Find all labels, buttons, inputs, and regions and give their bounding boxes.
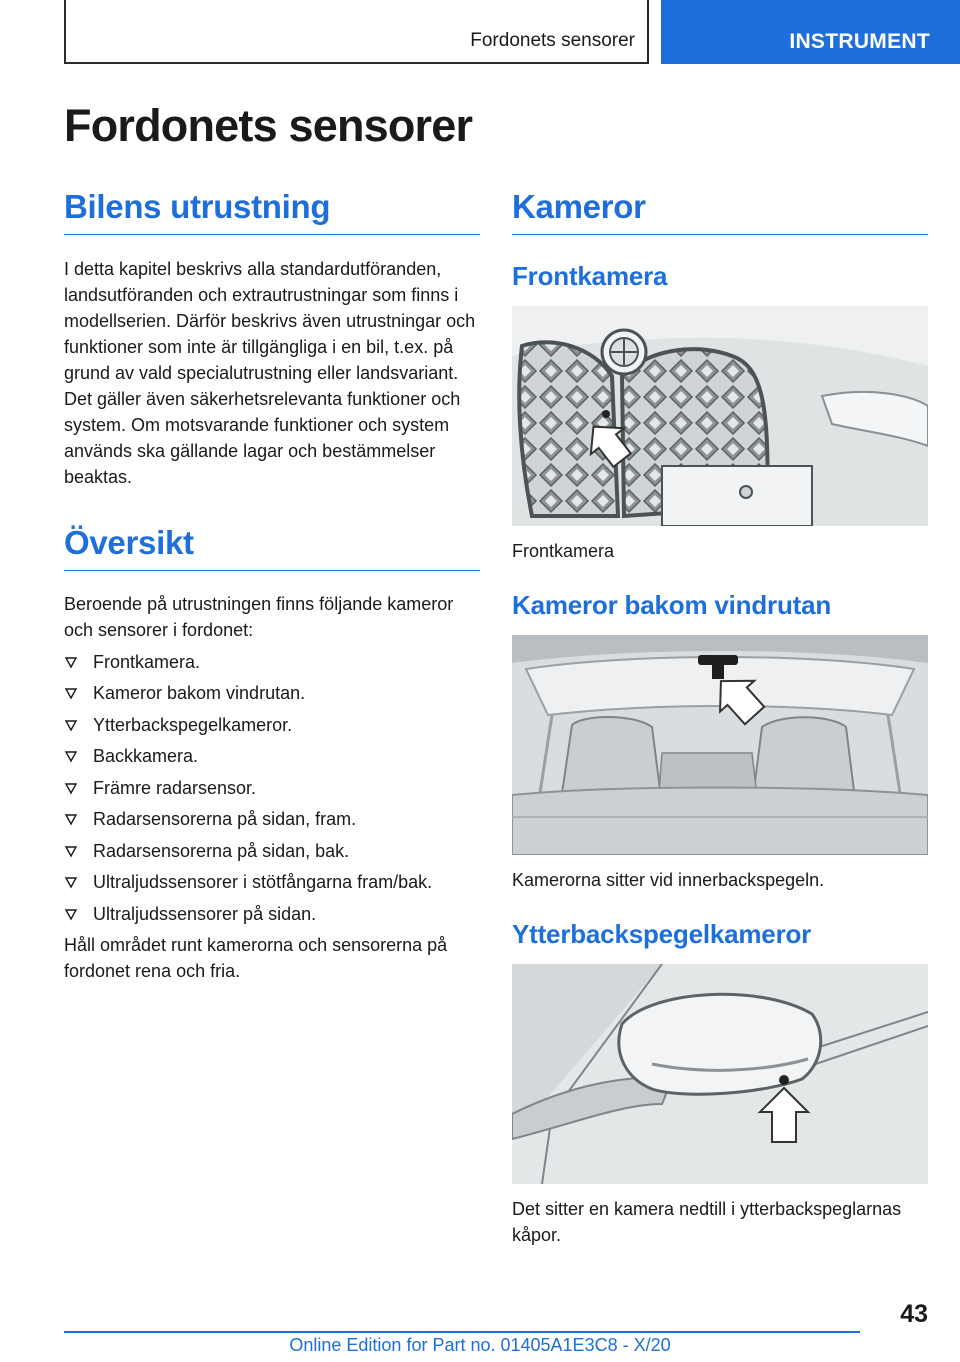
overview-outro: Håll området runt kamerorna och sensorerna på fordonet rena och fria. xyxy=(64,934,448,981)
overview-intro: Beroende på utrustningen finns följande kameror och sensorer i fordonet: xyxy=(64,594,454,640)
windshield-cameras-illustration xyxy=(512,635,928,855)
triangle-bullet-icon xyxy=(64,778,78,798)
equipment-paragraph: I detta kapitel beskrivs alla standardutföranden, landsutföranden och extrautrustningar som finns i modellserien. Därför beskrivs även utrustningar och funktioner som inte är tillgängliga i en bil, t.ex. på grund av vald specialutrustning eller landsvariant. Det gäller även säkerhetsrelevanta funktioner och system. Om motsvarande funktioner och system används ska gällande lagar och bestämmelser beaktas. xyxy=(64,259,476,487)
list-item xyxy=(64,712,480,738)
page-number: 43 xyxy=(900,1300,928,1328)
list-item-text: Radarsensorerna på sidan, fram. xyxy=(93,809,357,829)
equipment-heading: Bilens utrustning xyxy=(64,188,480,235)
list-item xyxy=(64,869,480,895)
footer-edition-text: Online Edition for Part no. 01405A1E3C8 - X/20 xyxy=(289,1335,671,1355)
list-item-text: Frontkamera. xyxy=(93,651,201,672)
running-header-box xyxy=(64,0,649,64)
triangle-bullet-icon xyxy=(64,872,78,892)
list-item xyxy=(64,901,480,927)
list-item xyxy=(64,775,480,801)
sensor-list xyxy=(64,649,480,927)
mirror-cameras-illustration xyxy=(512,964,928,1184)
chapter-tab-label: INSTRUMENT xyxy=(789,30,930,53)
triangle-bullet-icon xyxy=(64,715,78,735)
list-item-text: Ytterbackspegelkameror. xyxy=(93,714,293,735)
front-camera-illustration xyxy=(512,306,928,526)
mirror-cameras-caption: Det sitter en kamera nedtill i ytterbackspeglarnas kåpor. xyxy=(512,1199,902,1245)
list-item-text: Radarsensorerna på sidan, bak. xyxy=(93,840,350,861)
list-item-text: Ultraljudssensorer i stötfångarna fram/bak. xyxy=(93,872,433,892)
list-item-text: Ultraljudssensorer på sidan. xyxy=(93,903,317,924)
right-column xyxy=(512,188,928,1248)
list-item-text: Främre radarsensor. xyxy=(93,777,257,798)
triangle-bullet-icon xyxy=(64,809,78,829)
list-item-text: Kameror bakom vindrutan. xyxy=(93,683,306,703)
list-item xyxy=(64,680,480,706)
chapter-tab xyxy=(661,0,960,64)
triangle-bullet-icon xyxy=(64,841,78,861)
front-camera-caption: Frontkamera xyxy=(512,541,615,561)
list-item xyxy=(64,806,480,832)
triangle-bullet-icon xyxy=(64,683,78,703)
left-column xyxy=(64,188,480,984)
running-header-section: Fordonets sensorer xyxy=(470,30,635,51)
windshield-cameras-caption: Kamerorna sitter vid innerbackspegeln. xyxy=(512,870,825,890)
list-item-text: Backkamera. xyxy=(93,746,199,766)
list-item xyxy=(64,649,480,675)
footer-divider xyxy=(64,1331,860,1333)
list-item xyxy=(64,838,480,864)
cameras-heading: Kameror xyxy=(512,188,928,235)
front-camera-heading: Frontkamera xyxy=(512,261,668,291)
triangle-bullet-icon xyxy=(64,652,78,672)
triangle-bullet-icon xyxy=(64,746,78,766)
overview-heading: Översikt xyxy=(64,524,480,571)
page-title: Fordonets sensorer xyxy=(64,100,473,151)
triangle-bullet-icon xyxy=(64,904,78,924)
list-item xyxy=(64,743,480,769)
windshield-cameras-heading: Kameror bakom vindrutan xyxy=(512,590,832,620)
mirror-cameras-heading: Ytterbackspegelkameror xyxy=(512,919,812,949)
